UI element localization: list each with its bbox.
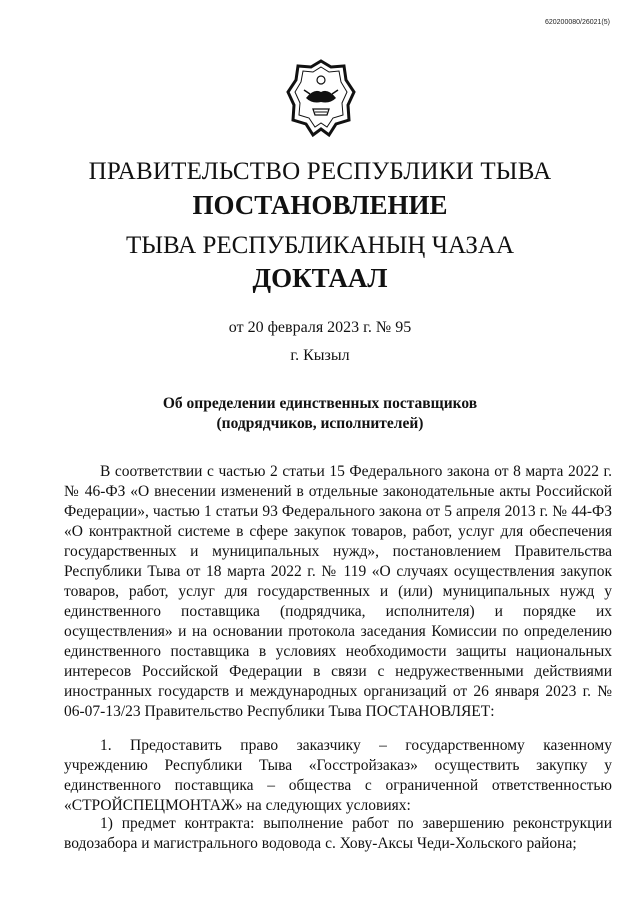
document-code: 620200080/26021(5) <box>544 19 610 26</box>
preamble-text: В соответствии с частью 2 статьи 15 Федерального закона от 8 марта 2022 г. № 46-ФЗ «О внесении изменений в отдельные законодательные акты Российской Федерации», частью 1 статьи 93 Федерального закона от 5 апреля 2013 г. № 44-ФЗ «О контрактной системе в сфере закупок товаров, работ, услуг для обеспечения государственных и муниципальных нужд», постановлением Правительства Республики Тыва от 18 марта 2022 г. № 119 «О случаях осуществления закупок товаров, работ, услуг для государственных и (или) муниципальных нужд у единственного поставщика (подрядчика, исполнителя) и порядке их осуществления» и на основании протокола заседания Комиссии по определению единственного поставщика в условиях необходимости защиты национальных интересов Российской Федерации в связи с недружественными действиями иностранных государств и международных организаций от 26 января 2023 г. № 06-07-13/23 Правительство Республики Тыва ПОСТАНОВЛЯЕТ: <box>64 463 612 720</box>
resolution-heading-tuvan: ДОКТААЛ <box>252 263 388 293</box>
document-date-number: от 20 февраля 2023 г. № 95 <box>228 319 412 336</box>
document-city: г. Кызыл <box>290 347 350 364</box>
clause-1-text: 1. Предоставить право заказчику – государственному казенному учреждению Республики Тыва «Госстройзаказ» осуществить закупку у единственного поставщика – общества с ограниченной ответственностью «СТРОЙСПЕЦМОНТАЖ» на следующих условиях: <box>64 737 612 814</box>
subclause-1-paragraph <box>64 814 612 854</box>
document-title-line-2: (подрядчиков, исполнителей) <box>216 415 424 432</box>
clause-1-paragraph <box>64 736 612 816</box>
government-name-tuvan: ТЫВА РЕСПУБЛИКАНЫҢ ЧАЗАА <box>125 232 515 259</box>
document-title-line-1: Об определении единственных поставщиков <box>162 395 478 412</box>
government-name: ПРАВИТЕЛЬСТВО РЕСПУБЛИКИ ТЫВА <box>88 158 552 185</box>
coat-of-arms-emblem <box>286 58 356 138</box>
document-title <box>0 394 640 434</box>
resolution-heading: ПОСТАНОВЛЕНИЕ <box>192 190 448 220</box>
subclause-1-text: 1) предмет контракта: выполнение работ по завершению реконструкции водозабора и магистрального водовода с. Хову-Аксы Чеди-Хольского района; <box>64 815 612 852</box>
preamble-paragraph <box>64 462 612 722</box>
